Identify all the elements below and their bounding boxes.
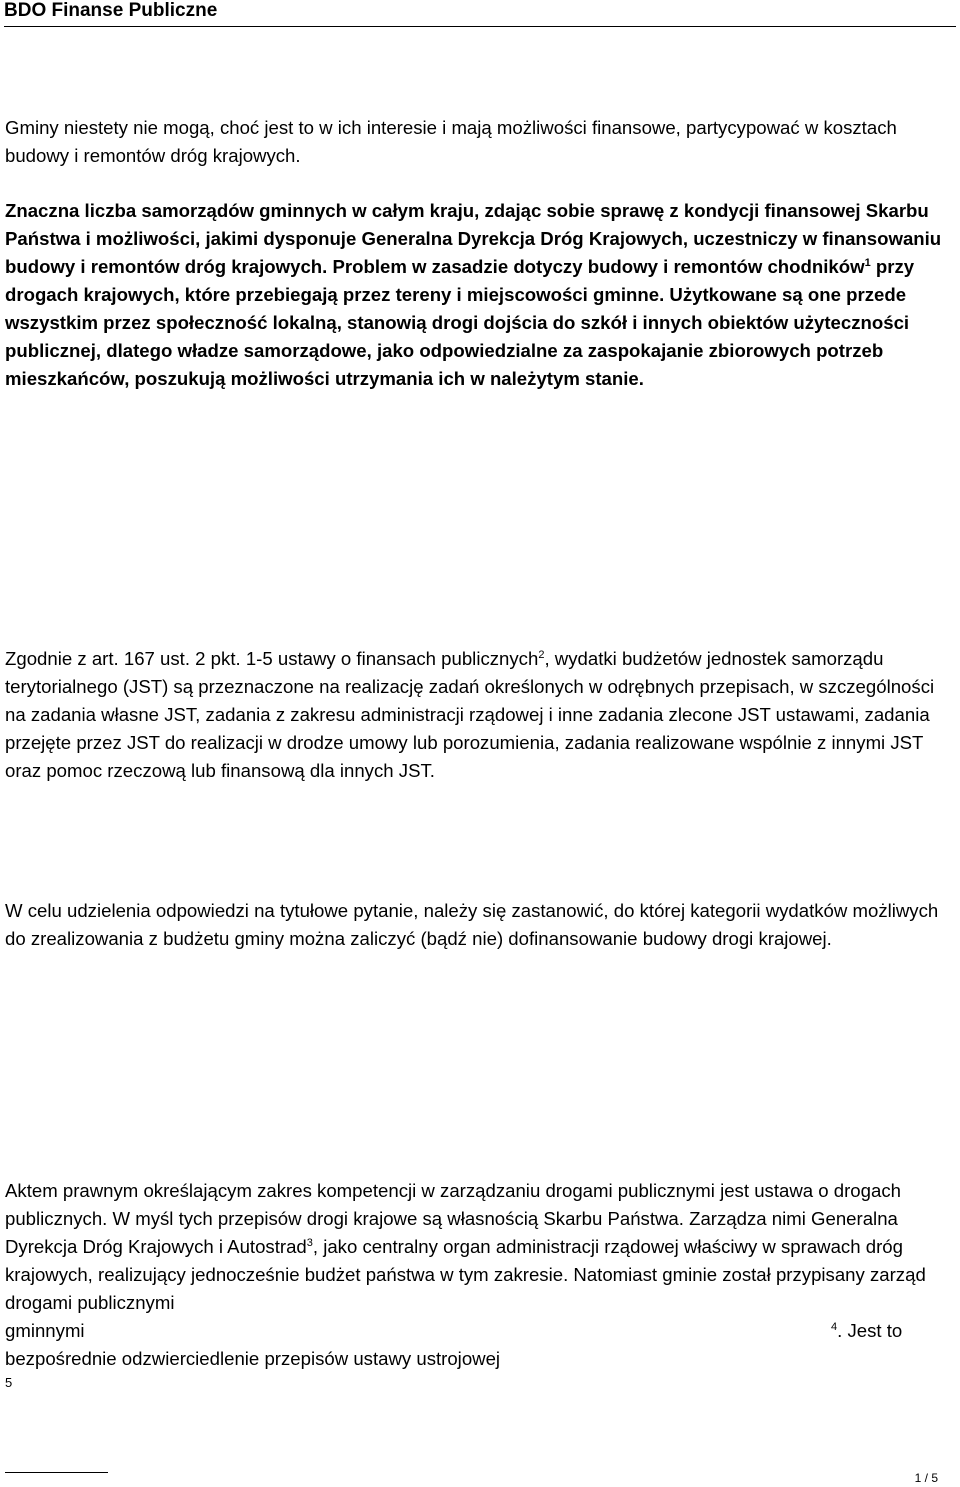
- footer-divider: [5, 1472, 108, 1473]
- document-header-title: BDO Finanse Publiczne: [4, 0, 218, 21]
- header-divider: [4, 26, 956, 27]
- paragraph-2: [5, 197, 955, 393]
- paragraph-1: Gminy niestety nie mogą, choć jest to w ich interesie i mają możliwości finansowe, partycypować w kosztach budowy i remontów dróg krajowych.: [5, 117, 897, 166]
- footnote-ref-5[interactable]: 5: [5, 1375, 13, 1390]
- paragraph-4: W celu udzielenia odpowiedzi na tytułowe pytanie, należy się zastanowić, do której kategorii wydatków możliwych do zrealizowania z budżetu gminy można zaliczyć (bądź nie) dofinansowanie budowy drogi krajowej.: [5, 900, 939, 949]
- paragraph-3-text-a: Zgodnie z art. 167 ust. 2 pkt. 1-5 ustawy o finansach publicznych: [5, 648, 539, 669]
- paragraph-3-text-b: , wydatki budżetów jednostek samorządu terytorialnego (JST) są przeznaczone na realizację zadań określonych w odrębnych przepisach, w szczególności na zadania własne JST, zadania z zakresu administracji rządowej i inne zadania zlecone JST ustawami, zadania przejęte przez JST do realizacji w drodze umowy lub porozumienia, zadania realizowane wspólnie z innymi JST oraz pomoc rzeczową lub finansową dla innych JST.: [5, 648, 935, 781]
- paragraph-5-text-d: . Jest to: [837, 1320, 903, 1341]
- paragraph-5-text-e: bezpośrednie odzwierciedlenie przepisów ustawy ustrojowej: [5, 1348, 501, 1369]
- paragraph-5-footnote-line: [5, 1317, 955, 1345]
- footnote-ref-3[interactable]: 3: [306, 1237, 313, 1249]
- paragraph-5-main: [5, 1177, 955, 1317]
- paragraph-3: [5, 645, 955, 785]
- paragraph-5-text-c: gminnymi: [5, 1320, 85, 1341]
- page-number: 1 / 5: [914, 1471, 938, 1485]
- paragraph-2-text-a: Znaczna liczba samorządów gminnych w całym kraju, zdając sobie sprawę z kondycji finansowej Skarbu Państwa i możliwości, jakimi dysponuje Generalna Dyrekcja Dróg Krajowych, uczestniczy w finansowaniu budowy i remontów dróg krajowych. Problem w zasadzie dotyczy budowy i remontów chodników: [5, 200, 942, 277]
- footnote-ref-1[interactable]: 1: [864, 257, 871, 269]
- footnote-ref-4[interactable]: 4: [831, 1321, 838, 1333]
- paragraph-5-text-b: , jako centralny organ administracji rządowej właściwy w sprawach dróg krajowych, realizujący jednocześnie budżet państwa w tym zakresie. Natomiast gminie został przypisany zarząd drogami publicznymi: [5, 1236, 926, 1313]
- paragraph-5-text-a: Aktem prawnym określającym zakres kompetencji w zarządzaniu drogami publicznymi jest ustawa o drogach publicznych. W myśl tych przepisów drogi krajowe są własnością Skarbu Państwa. Zarządza nimi Generalna Dyrekcja Dróg Krajowych i Autostrad: [5, 1180, 901, 1257]
- paragraph-2-text-b: przy drogach krajowych, które przebiegają przez tereny i miejscowości gminne. Użytkowane są one przede wszystkim przez społeczność lokalną, stanowią drogi dojścia do szkół i innych obiektów użyteczności publicznej, dlatego władze samorządowe, jako odpowiedzialne za zaspokajanie zbiorowych potrzeb mieszkańców, poszukują możliwości utrzymania ich w należytym stanie.: [5, 256, 915, 389]
- footnote-ref-2[interactable]: 2: [538, 649, 545, 661]
- paragraph-5: [5, 1177, 955, 1373]
- paragraph-5-tail: [831, 1317, 902, 1345]
